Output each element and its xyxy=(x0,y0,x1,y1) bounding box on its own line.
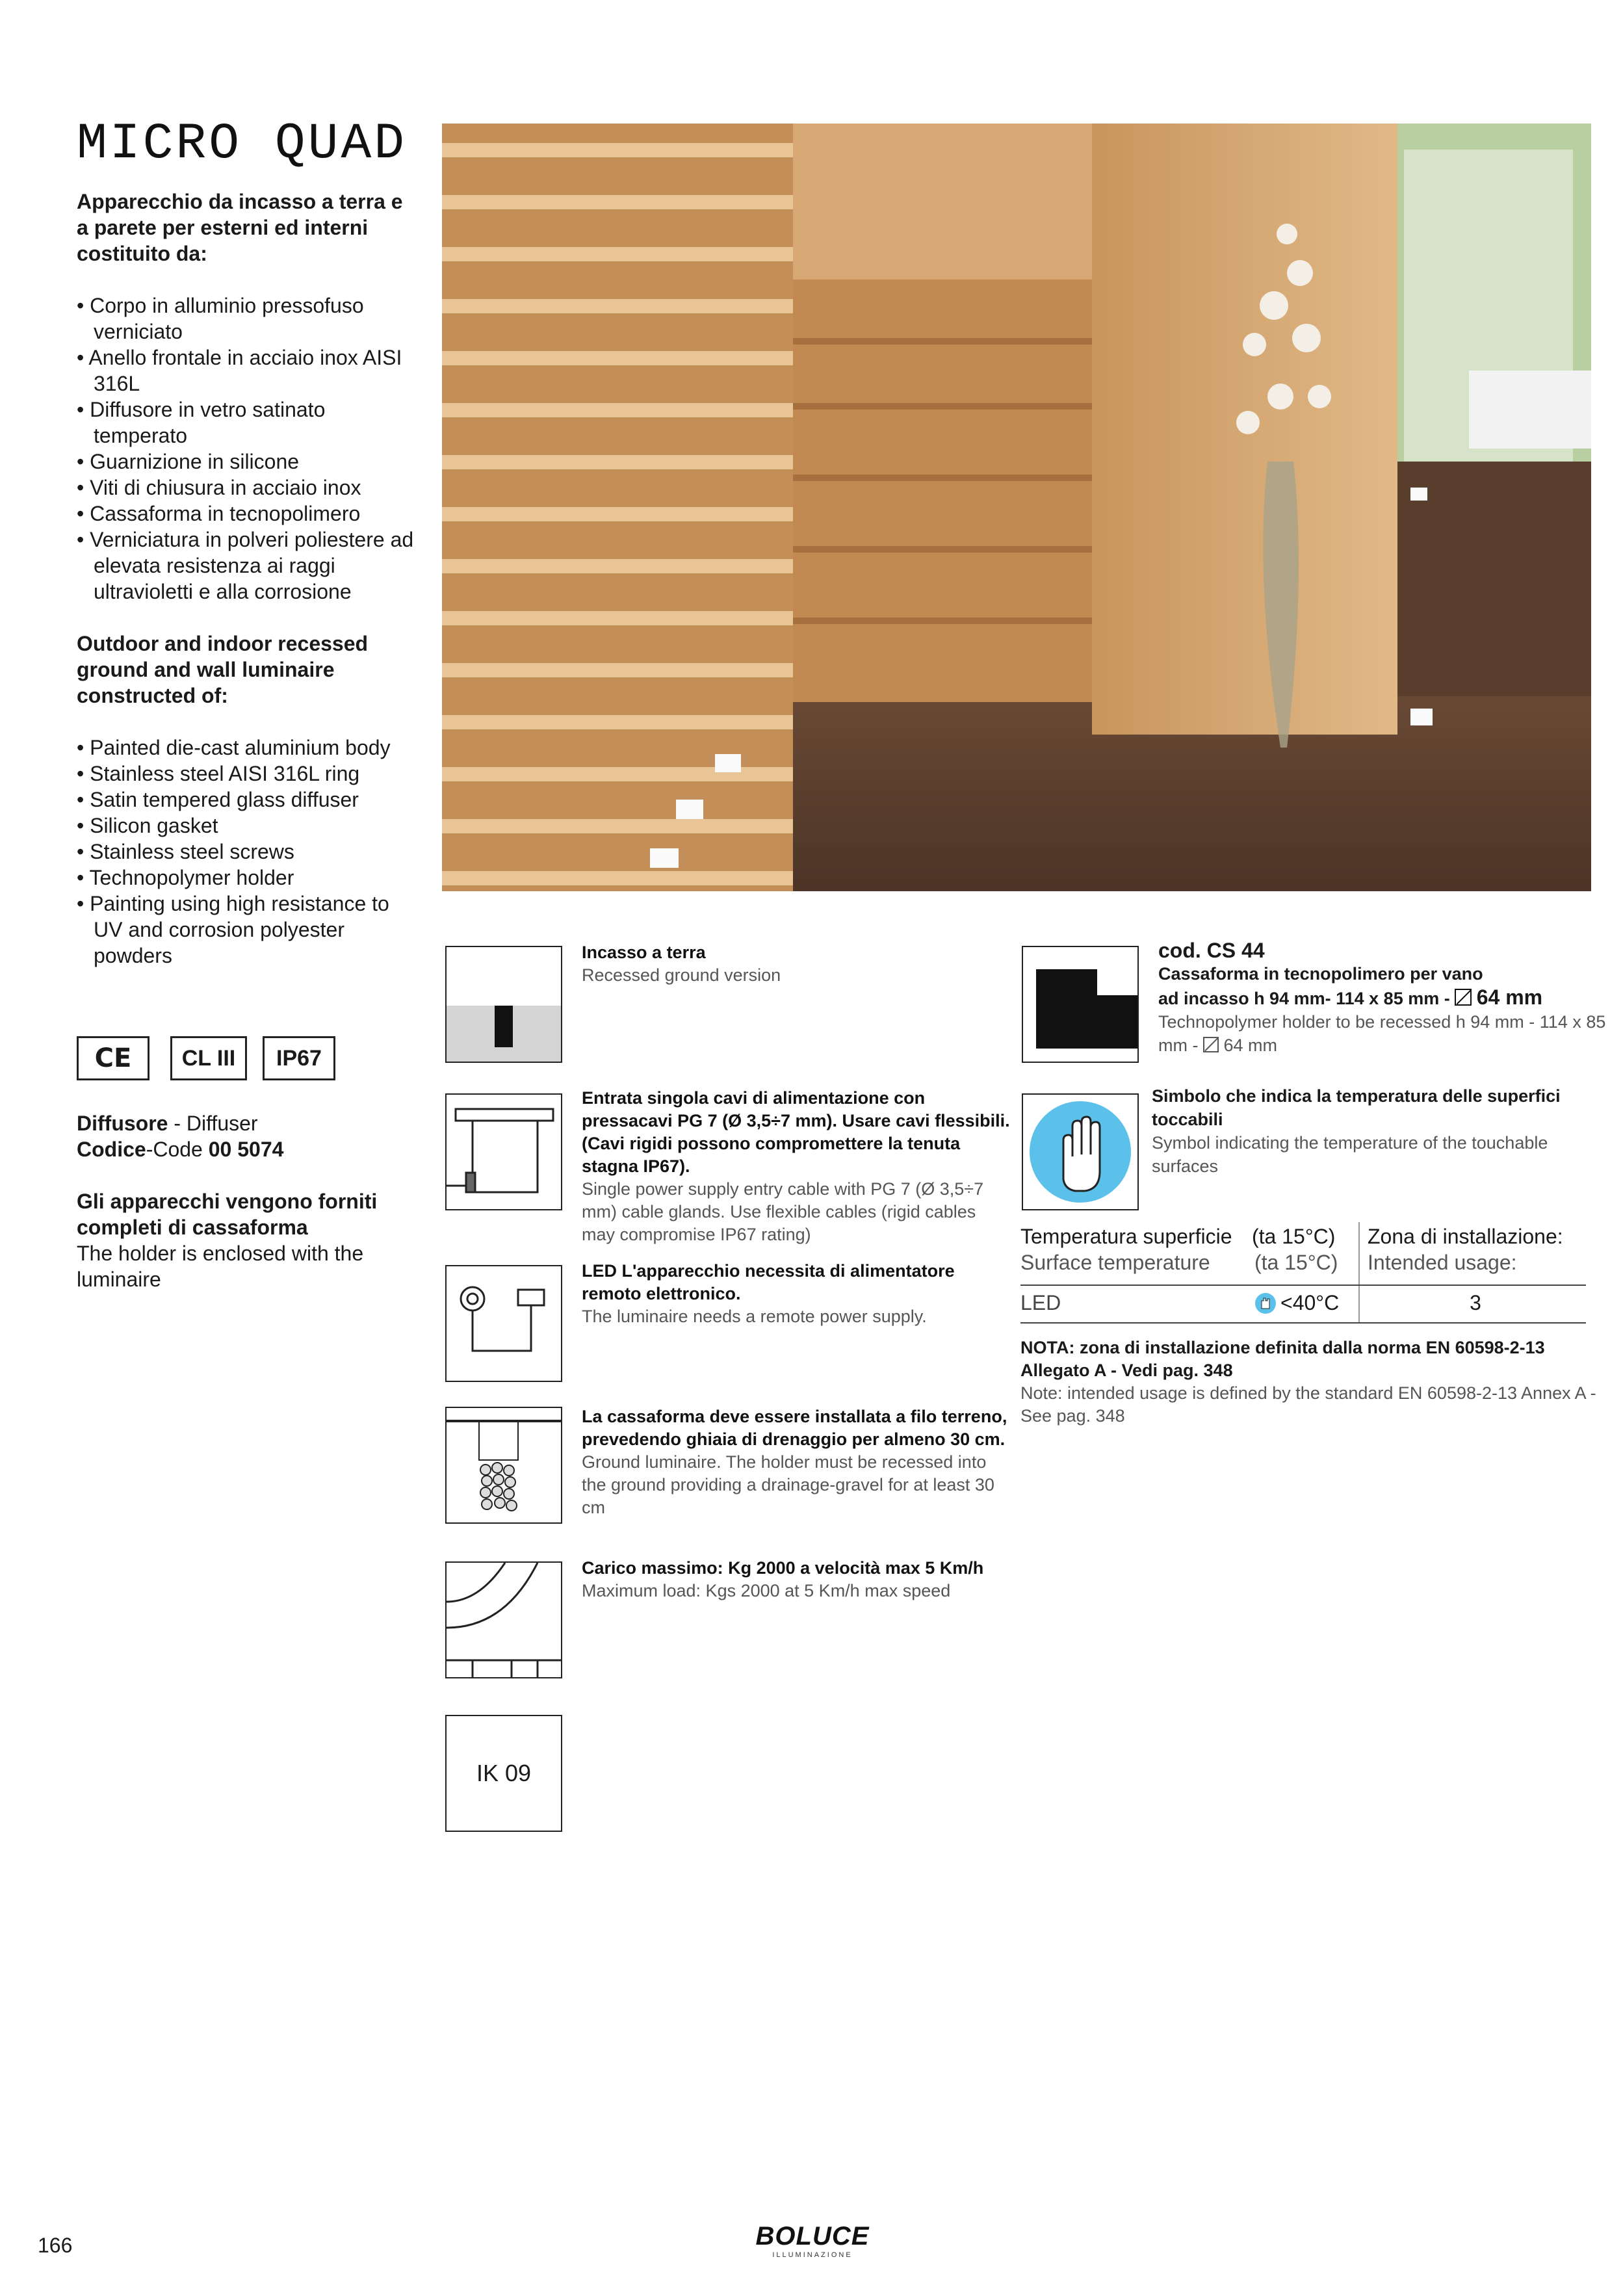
list-item: • Stainless steel AISI 316L ring xyxy=(77,762,360,785)
code-value: 00 5074 xyxy=(208,1138,284,1161)
class-badge: CL III xyxy=(170,1036,247,1080)
feature-led-supply-it: LED L'apparecchio necessita di alimentatore remoto elettronico. xyxy=(582,1261,955,1303)
table-header-temp-it: Temperatura superficie xyxy=(1020,1225,1232,1248)
recessed-ground-icon xyxy=(445,946,562,1063)
table-row-temp-value: <40°C xyxy=(1280,1291,1340,1314)
holder-code: cod. CS 44 xyxy=(1158,939,1265,962)
holder-en-size: 64 mm xyxy=(1223,1036,1278,1055)
list-item: • Diffusore in vetro satinato temperato xyxy=(77,398,326,447)
temperature-table xyxy=(1020,1222,1586,1324)
holder-it-line2: ad incasso h 94 mm- 114 x 85 mm - xyxy=(1158,989,1455,1008)
max-load-icon xyxy=(445,1561,562,1678)
nota-en: Note: intended usage is defined by the standard EN 60598-2-13 Annex A - See pag. 348 xyxy=(1020,1383,1596,1426)
intro-it: Apparecchio da incasso a terra e a parete per esterni ed interni costituito da: xyxy=(77,190,403,265)
ik-rating-badge: IK 09 xyxy=(445,1715,562,1832)
brand-sub: ILLUMINAZIONE xyxy=(772,2251,853,2259)
diffuser-label-en: Diffuser xyxy=(186,1112,258,1135)
feature-drainage-it: La cassaforma deve essere installata a filo terreno, prevedendo ghiaia di drenaggio per almeno 30 cm. xyxy=(582,1407,1007,1449)
square-size-icon xyxy=(1203,1037,1219,1052)
left-column xyxy=(77,189,415,969)
hand-temperature-icon xyxy=(1022,1093,1139,1210)
feature-max-load-it: Carico massimo: Kg 2000 a velocità max 5 Km/h xyxy=(582,1558,984,1578)
holder-en: Technopolymer holder to be recessed h 94 mm - 114 x 85 mm - xyxy=(1158,1012,1606,1055)
holder-info xyxy=(1158,939,1607,1057)
feature-led-supply xyxy=(582,1260,1011,1328)
cable-entry-icon xyxy=(445,1093,562,1210)
list-item: • Guarnizione in silicone xyxy=(77,450,300,473)
features-it-list xyxy=(77,293,415,605)
table-divider xyxy=(1358,1222,1360,1324)
feature-cable-entry-it: Entrata singola cavi di alimentazione con pressacavi PG 7 (Ø 3,5÷7 mm). Usare cavi flessibili. (Cavi rigidi possono compromettere la tenuta stagna IP67). xyxy=(582,1088,1010,1176)
intro-en: Outdoor and indoor recessed ground and wall luminaire constructed of: xyxy=(77,632,369,707)
temp-symbol-info xyxy=(1152,1084,1600,1178)
feature-cable-entry-en: Single power supply entry cable with PG 7 (Ø 3,5÷7 mm) cable glands. Use flexible cables (rigid cables may compromise IP67 rating) xyxy=(582,1179,984,1244)
list-item: • Anello frontale in acciaio inox AISI 316L xyxy=(77,346,402,395)
table-header-zone-it: Zona di installazione: xyxy=(1368,1225,1563,1248)
table-header-ta-it: (ta 15°C) xyxy=(1252,1225,1336,1248)
hand-icon xyxy=(1254,1292,1277,1314)
temp-symbol-en: Symbol indicating the temperature of the touchable surfaces xyxy=(1152,1133,1548,1176)
drainage-gravel-icon xyxy=(445,1407,562,1524)
list-item: • Verniciatura in polveri poliestere ad elevata resistenza ai raggi ultravioletti e alla corrosione xyxy=(77,528,414,603)
list-item: • Painted die-cast aluminium body xyxy=(77,736,391,759)
holder-note-it: Gli apparecchi vengono forniti completi di cassaforma xyxy=(77,1190,378,1239)
table-header-ta-en: (ta 15°C) xyxy=(1254,1251,1338,1274)
brand-logo xyxy=(754,2222,871,2259)
table-row-temp xyxy=(1254,1291,1339,1315)
ce-mark-badge: CE xyxy=(77,1036,149,1080)
diffuser-label-it: Diffusore xyxy=(77,1112,168,1135)
diffuser-code-block xyxy=(77,1110,428,1292)
holder-note-en: The holder is enclosed with the luminaire xyxy=(77,1242,364,1291)
holder-it-line1: Cassaforma in tecnopolimero per vano xyxy=(1158,964,1483,984)
feature-recessed xyxy=(582,941,1004,987)
list-item: • Painting using high resistance to UV and corrosion polyester powders xyxy=(77,892,389,967)
feature-drainage-en: Ground luminaire. The holder must be recessed into the ground providing a drainage-gravel for at least 30 cm xyxy=(582,1452,994,1517)
table-rule xyxy=(1020,1285,1586,1286)
page-number: 166 xyxy=(38,2234,73,2257)
nota-block xyxy=(1020,1337,1599,1428)
remote-supply-icon xyxy=(445,1265,562,1382)
feature-max-load xyxy=(582,1557,1011,1602)
page-title: MICRO QUAD xyxy=(77,116,408,173)
list-item: • Viti di chiusura in acciaio inox xyxy=(77,476,361,499)
features-en-list xyxy=(77,735,415,969)
holder-it-size: 64 mm xyxy=(1476,985,1543,1009)
list-item: • Satin tempered glass diffuser xyxy=(77,788,359,811)
product-photo xyxy=(442,124,1591,891)
diffuser-sep: - xyxy=(168,1112,187,1135)
table-header-zone-en: Intended usage: xyxy=(1368,1251,1517,1274)
holder-icon xyxy=(1022,946,1139,1063)
table-row-label: LED xyxy=(1020,1291,1061,1314)
list-item: • Technopolymer holder xyxy=(77,866,294,889)
table-rule xyxy=(1020,1322,1586,1324)
nota-it: NOTA: zona di installazione definita dalla norma EN 60598-2-13 Allegato A - Vedi pag. 348 xyxy=(1020,1338,1545,1380)
feature-cable-entry xyxy=(582,1087,1011,1246)
list-item: • Corpo in alluminio pressofuso verniciato xyxy=(77,294,364,343)
code-label-it: Codice xyxy=(77,1138,146,1161)
feature-max-load-en: Maximum load: Kgs 2000 at 5 Km/h max speed xyxy=(582,1581,951,1600)
ip-rating-badge: IP67 xyxy=(263,1036,335,1080)
feature-recessed-it: Incasso a terra xyxy=(582,943,706,962)
list-item: • Silicon gasket xyxy=(77,814,218,837)
list-item: • Stainless steel screws xyxy=(77,840,294,863)
square-size-icon xyxy=(1455,989,1472,1006)
table-header-temp-en: Surface temperature xyxy=(1020,1251,1210,1274)
code-label-en: -Code xyxy=(146,1138,209,1161)
temp-symbol-it: Simbolo che indica la temperatura delle superfici toccabili xyxy=(1152,1086,1561,1129)
list-item: • Cassaforma in tecnopolimero xyxy=(77,502,361,525)
feature-led-supply-en: The luminaire needs a remote power supply. xyxy=(582,1307,927,1326)
table-row-zone: 3 xyxy=(1470,1291,1481,1314)
feature-drainage xyxy=(582,1405,1011,1519)
brand-name: BOLUCE xyxy=(755,2222,870,2250)
feature-recessed-en: Recessed ground version xyxy=(582,965,781,985)
